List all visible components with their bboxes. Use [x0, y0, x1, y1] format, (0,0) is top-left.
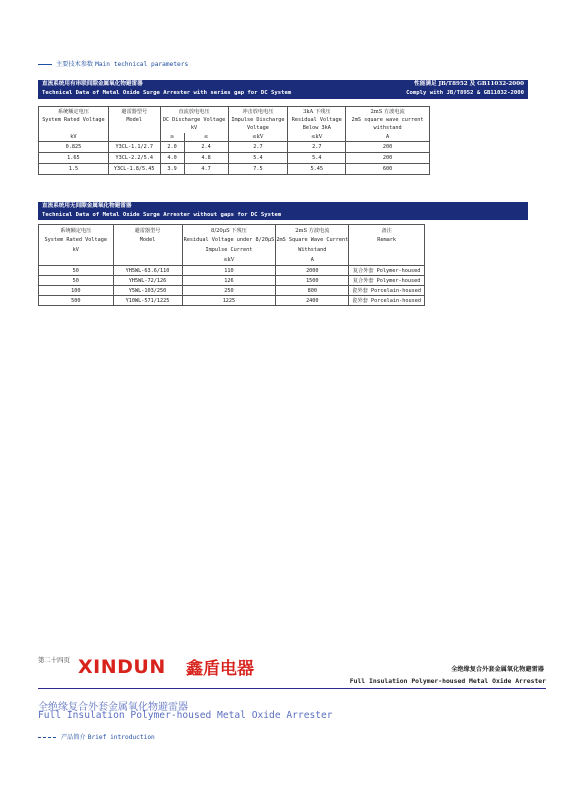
- cell: YH5WL-72/126: [113, 276, 182, 286]
- t1-h-wave-unit: A: [346, 133, 430, 142]
- table1: [38, 106, 430, 175]
- t1-h-dc-max: ≤: [184, 133, 228, 142]
- cell: 复合外套 Polymer-housed: [349, 276, 425, 286]
- table2: [38, 224, 425, 306]
- t1-h-model-en: Model: [108, 116, 160, 125]
- t1-h-impulse: 冲击放电电压: [228, 107, 288, 116]
- cell: Y5WL-103/250: [113, 286, 182, 296]
- cell: 瓷外套 Porcelain-housed: [349, 286, 425, 296]
- cell: 0.825: [39, 142, 109, 153]
- cell: 110: [182, 266, 276, 276]
- cell: 2.7: [288, 142, 346, 153]
- table2-title-en: Technical Data of Metal Oxide Surge Arrester without gaps for DC System: [42, 212, 282, 218]
- t1-h-model: 避雷器型号: [108, 107, 160, 116]
- product-title-cn: 全绝缘复合外套金属氧化物避雷器: [38, 702, 188, 713]
- cell: YH5WL-63.6/110: [113, 266, 182, 276]
- cell: 1500: [276, 276, 349, 286]
- t1-h-dc-en: DC Discharge Voltage: [160, 116, 228, 125]
- t1-h-dc-unit: kV: [160, 124, 228, 133]
- cell: 2.0: [160, 142, 184, 153]
- cell: 2.7: [228, 142, 288, 153]
- t2-h-residual-unit: ≤kV: [182, 255, 276, 266]
- table2-header-row: [39, 255, 425, 266]
- table-row: [39, 276, 425, 286]
- t2-h-wave-en: 2mS Square Wave Current: [276, 237, 349, 243]
- table2-header-row: [39, 245, 425, 255]
- t2-h-wave: 2mS 方波电流: [276, 225, 349, 236]
- t1-h-wave-2: withstand: [346, 124, 430, 133]
- brand-logo-cn: 鑫盾电器: [186, 659, 254, 679]
- cell: 4.7: [184, 164, 228, 175]
- cell: 126: [182, 276, 276, 286]
- t1-h-voltage-en: System Rated Voltage: [39, 116, 109, 125]
- table2-title-cn: 直流系统用无间隙金属氧化物避雷器: [42, 203, 132, 209]
- cell: 1.5: [39, 164, 109, 175]
- cell: 100: [39, 286, 114, 296]
- cell: 2400: [276, 296, 349, 306]
- section-title-en: Main technical parameters: [95, 61, 189, 68]
- t1-h-impulse-en: Impulse Discharge: [228, 116, 288, 125]
- cell: 4.8: [184, 153, 228, 164]
- cell: 5.45: [288, 164, 346, 175]
- table1-header-row: [39, 133, 430, 142]
- cell: 4.0: [160, 153, 184, 164]
- cell: 50: [39, 266, 114, 276]
- cell: 1225: [182, 296, 276, 306]
- cell: 瓷外套 Porcelain-housed: [349, 296, 425, 306]
- cell: 500: [39, 296, 114, 306]
- table-row: [39, 164, 430, 175]
- cell: 800: [276, 286, 349, 296]
- intro-dash: [38, 737, 56, 738]
- section-title-cn: 主要技术参数: [56, 61, 94, 68]
- table-row: [39, 296, 425, 306]
- table-row: [39, 153, 430, 164]
- t1-h-wave-en: 2mS square wave current: [346, 116, 430, 125]
- page-number: 第二十四页: [38, 656, 70, 664]
- intro-heading: [38, 732, 155, 741]
- table1-title-bar: [38, 80, 528, 99]
- table1-comply-en: Comply with JB/T8952 & GB11032-2000: [406, 90, 524, 96]
- t1-h-residual-en: Residual Voltage: [288, 116, 346, 125]
- t2-h-wave-unit: A: [276, 255, 349, 266]
- table-row: [39, 286, 425, 296]
- cell: Y3CL-1.8/5.45: [108, 164, 160, 175]
- intro-title-en: Brief introduction: [87, 734, 155, 741]
- t2-h-model-en: Model: [113, 235, 182, 245]
- cell: 2.4: [184, 142, 228, 153]
- t2-h-voltage: 系统额定电压: [39, 225, 114, 236]
- intro-title-cn: 产品简介: [61, 734, 86, 741]
- cell: 5.4: [288, 153, 346, 164]
- cell: 200: [346, 153, 430, 164]
- divider: [38, 688, 546, 689]
- t2-h-remark: 备注: [349, 225, 425, 236]
- t2-h-voltage-en: System Rated Voltage: [39, 235, 114, 245]
- t1-h-residual: 3kA 下残压: [288, 107, 346, 116]
- cell: 复合外套 Polymer-housed: [349, 266, 425, 276]
- table-row: [39, 266, 425, 276]
- table2-header-row: [39, 225, 425, 236]
- table1-header-row: [39, 124, 430, 133]
- cell: 1.65: [39, 153, 109, 164]
- t2-h-voltage-unit: kV: [39, 245, 114, 255]
- table2-title-bar: [38, 202, 528, 220]
- cell: 200: [346, 142, 430, 153]
- t1-h-voltage: 系统额定电压: [39, 107, 109, 116]
- cell: 7.5: [228, 164, 288, 175]
- heading-dash: [38, 64, 52, 65]
- table1-title-cn: 直流系统用有串联间隙金属氧化物避雷器: [42, 81, 143, 87]
- t2-h-wave-2: Withstand: [276, 245, 349, 255]
- cell: Y3CL-1.1/2.7: [108, 142, 160, 153]
- cell: 50: [39, 276, 114, 286]
- table1-title-en: Technical Data of Metal Oxide Surge Arrester with series gap for DC System: [42, 90, 292, 96]
- cell: Y3CL-2.2/5.4: [108, 153, 160, 164]
- t1-h-impulse-unit: ≤kV: [228, 133, 288, 142]
- cell: 250: [182, 286, 276, 296]
- cell: 2000: [276, 266, 349, 276]
- cell: 600: [346, 164, 430, 175]
- cell: 3.9: [160, 164, 184, 175]
- t2-h-model: 避雷器型号: [113, 225, 182, 236]
- table1-comply-cn: 性能满足 JB/T8952 及 GB11032-2000: [414, 81, 524, 87]
- t1-h-dc: 直流放电电压: [160, 107, 228, 116]
- t1-h-impulse-2: Voltage: [228, 124, 288, 133]
- table-row: [39, 142, 430, 153]
- product-name-cn-right: 全绝缘复合外套金属氧化物避雷器: [451, 666, 544, 673]
- t1-h-dc-min: ≥: [160, 133, 184, 142]
- product-name-en-right: Full Insulation Polymer-housed Metal Oxide Arrester: [349, 677, 546, 685]
- product-title-en: Full Insulation Polymer-housed Metal Oxide Arrester: [38, 710, 333, 721]
- t2-h-residual-en: Residual Voltage under 8/20μS: [183, 237, 275, 243]
- t1-h-residual-unit: ≤kV: [288, 133, 346, 142]
- cell: Y10WL-571/1225: [113, 296, 182, 306]
- section-heading: [38, 59, 188, 68]
- t1-h-voltage-unit: kV: [39, 133, 109, 142]
- t2-h-residual-2: Impulse Current: [182, 245, 276, 255]
- table1-header-row: [39, 116, 430, 125]
- t1-h-wave: 2mS 方波电流: [346, 107, 430, 116]
- cell: 5.4: [228, 153, 288, 164]
- table1-header-row: [39, 107, 430, 116]
- table2-header-row: [39, 235, 425, 245]
- brand-logo: XINDUN: [78, 656, 166, 678]
- t2-h-residual: 8/20μS 下残压: [182, 225, 276, 236]
- t2-h-remark-en: Remark: [349, 235, 425, 245]
- t1-h-residual-2: Below 3kA: [288, 124, 346, 133]
